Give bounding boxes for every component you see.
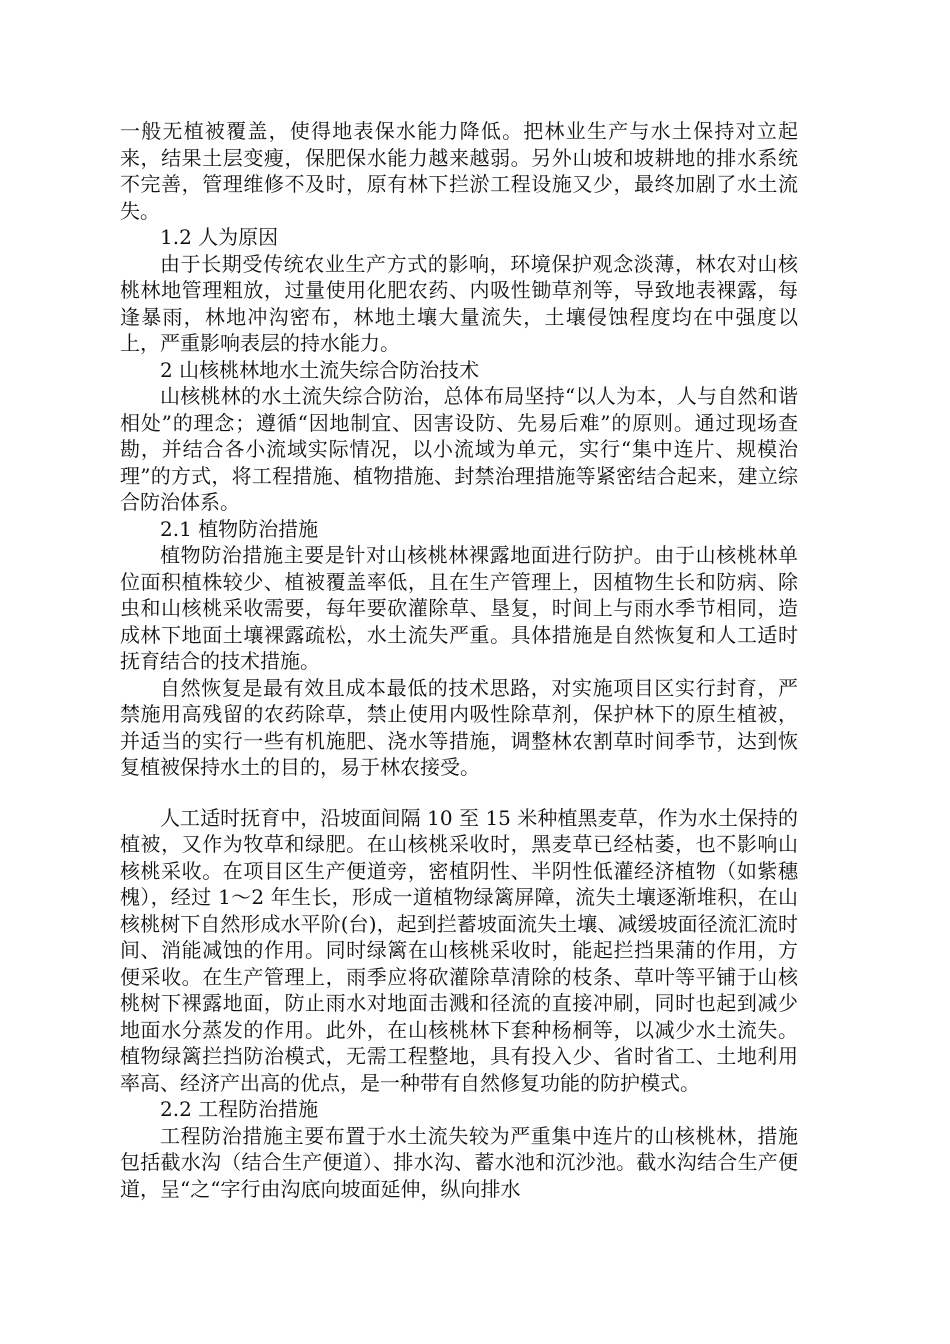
paragraph-plant-measures: 植物防治措施主要是针对山核桃林裸露地面进行防护。由于山核桃林单位面积植株较少、植被覆盖率低，且在生产管理上，因植物生长和防病、除虫和山核桃采收需要，每年要砍灌除草、垦复，时间上与雨水季节相同，造成林下地面土壤裸露疏松，水土流失严重。具体措施是自然恢复和人工适时抚育结合的技术措施。 bbox=[120, 543, 798, 673]
paragraph-human-causes: 由于长期受传统农业生产方式的影响，环境保护观念淡薄，林农对山核桃林地管理粗放，过量使用化肥农药、内吸性锄草剂等，导致地表裸露，每逢暴雨，林地冲沟密布，林地土壤大量流失，土壤侵蚀程度均在中强度以上，严重影响表层的持水能力。 bbox=[120, 251, 798, 355]
paragraph-artificial-tending: 人工适时抚育中，沿坡面间隔 10 至 15 米种植黑麦草，作为水土保持的植被，又作为牧草和绿肥。在山核桃采收时，黑麦草已经枯萎，也不影响山核桃采收。在项目区生产便道旁，密植阴性、半阴性低灌经济植物（如紫穗槐），经过 1～2 年生长，形成一道植物绿篱屏障，流失土壤逐渐堆积，在山核桃树下自然形成水平阶(台)，起到拦蓄坡面流失土壤、减缓坡面径流汇流时间、消能减蚀的作用。同时绿篱在山核桃采收时，能起拦挡果蒲的作用，方便采收。在生产管理上，雨季应将砍灌除草清除的枝条、草叶等平铺于山核桃树下裸露地面，防止雨水对地面击溅和径流的直接冲刷，同时也起到减少地面水分蒸发的作用。此外，在山核桃林下套种杨桐等，以减少水土流失。植物绿篱拦挡防治模式，无需工程整地，具有投入少、省时省工、土地利用率高、经济产出高的优点，是一种带有自然修复功能的防护模式。 bbox=[120, 805, 798, 1095]
section-heading-2-1: 2.1 植物防治措施 bbox=[160, 516, 319, 541]
document-body bbox=[120, 118, 798, 1202]
paragraph-natural-recovery: 自然恢复是最有效且成本最低的技术思路，对实施项目区实行封育，严禁施用高残留的农药除草，禁止使用内吸性除草剂，保护林下的原生植被，并适当的实行一些有机施肥、浇水等措施，调整林农割草时间季节，达到恢复植被保持水土的目的，易于林农接受。 bbox=[120, 675, 798, 779]
paragraph-intro-continued: 一般无植被覆盖，使得地表保水能力降低。把林业生产与水土保持对立起来，结果土层变瘦，保肥保水能力越来越弱。另外山坡和坡耕地的排水系统不完善，管理维修不及时，原有林下拦淤工程设施又少，最终加剧了水土流失。 bbox=[120, 119, 798, 223]
section-heading-2-2: 2.2 工程防治措施 bbox=[160, 1097, 319, 1121]
paragraph-engineering-measures: 工程防治措施主要布置于水土流失较为严重集中连片的山核桃林，措施包括截水沟（结合生产便道）、排水沟、蓄水池和沉沙池。截水沟结合生产便道，呈“之“字行由沟底向坡面延伸，纵向排水 bbox=[120, 1123, 798, 1201]
section-heading-1-2: 1.2 人为原因 bbox=[160, 225, 279, 249]
paragraph-comprehensive-control: 山核桃林的水土流失综合防治，总体布局坚持“以人为本，人与自然和谐相处”的理念；遵循“因地制宜、因害设防、先易后难”的原则。通过现场查勘，并结合各小流域实际情况，以小流域为单元，实行“集中连片、规模治理”的方式，将工程措施、植物措施、封禁治理措施等紧密结合起来，建立综合防治体系。 bbox=[120, 384, 798, 514]
section-heading-2: 2 山核桃林地水土流失综合防治技术 bbox=[160, 357, 480, 382]
